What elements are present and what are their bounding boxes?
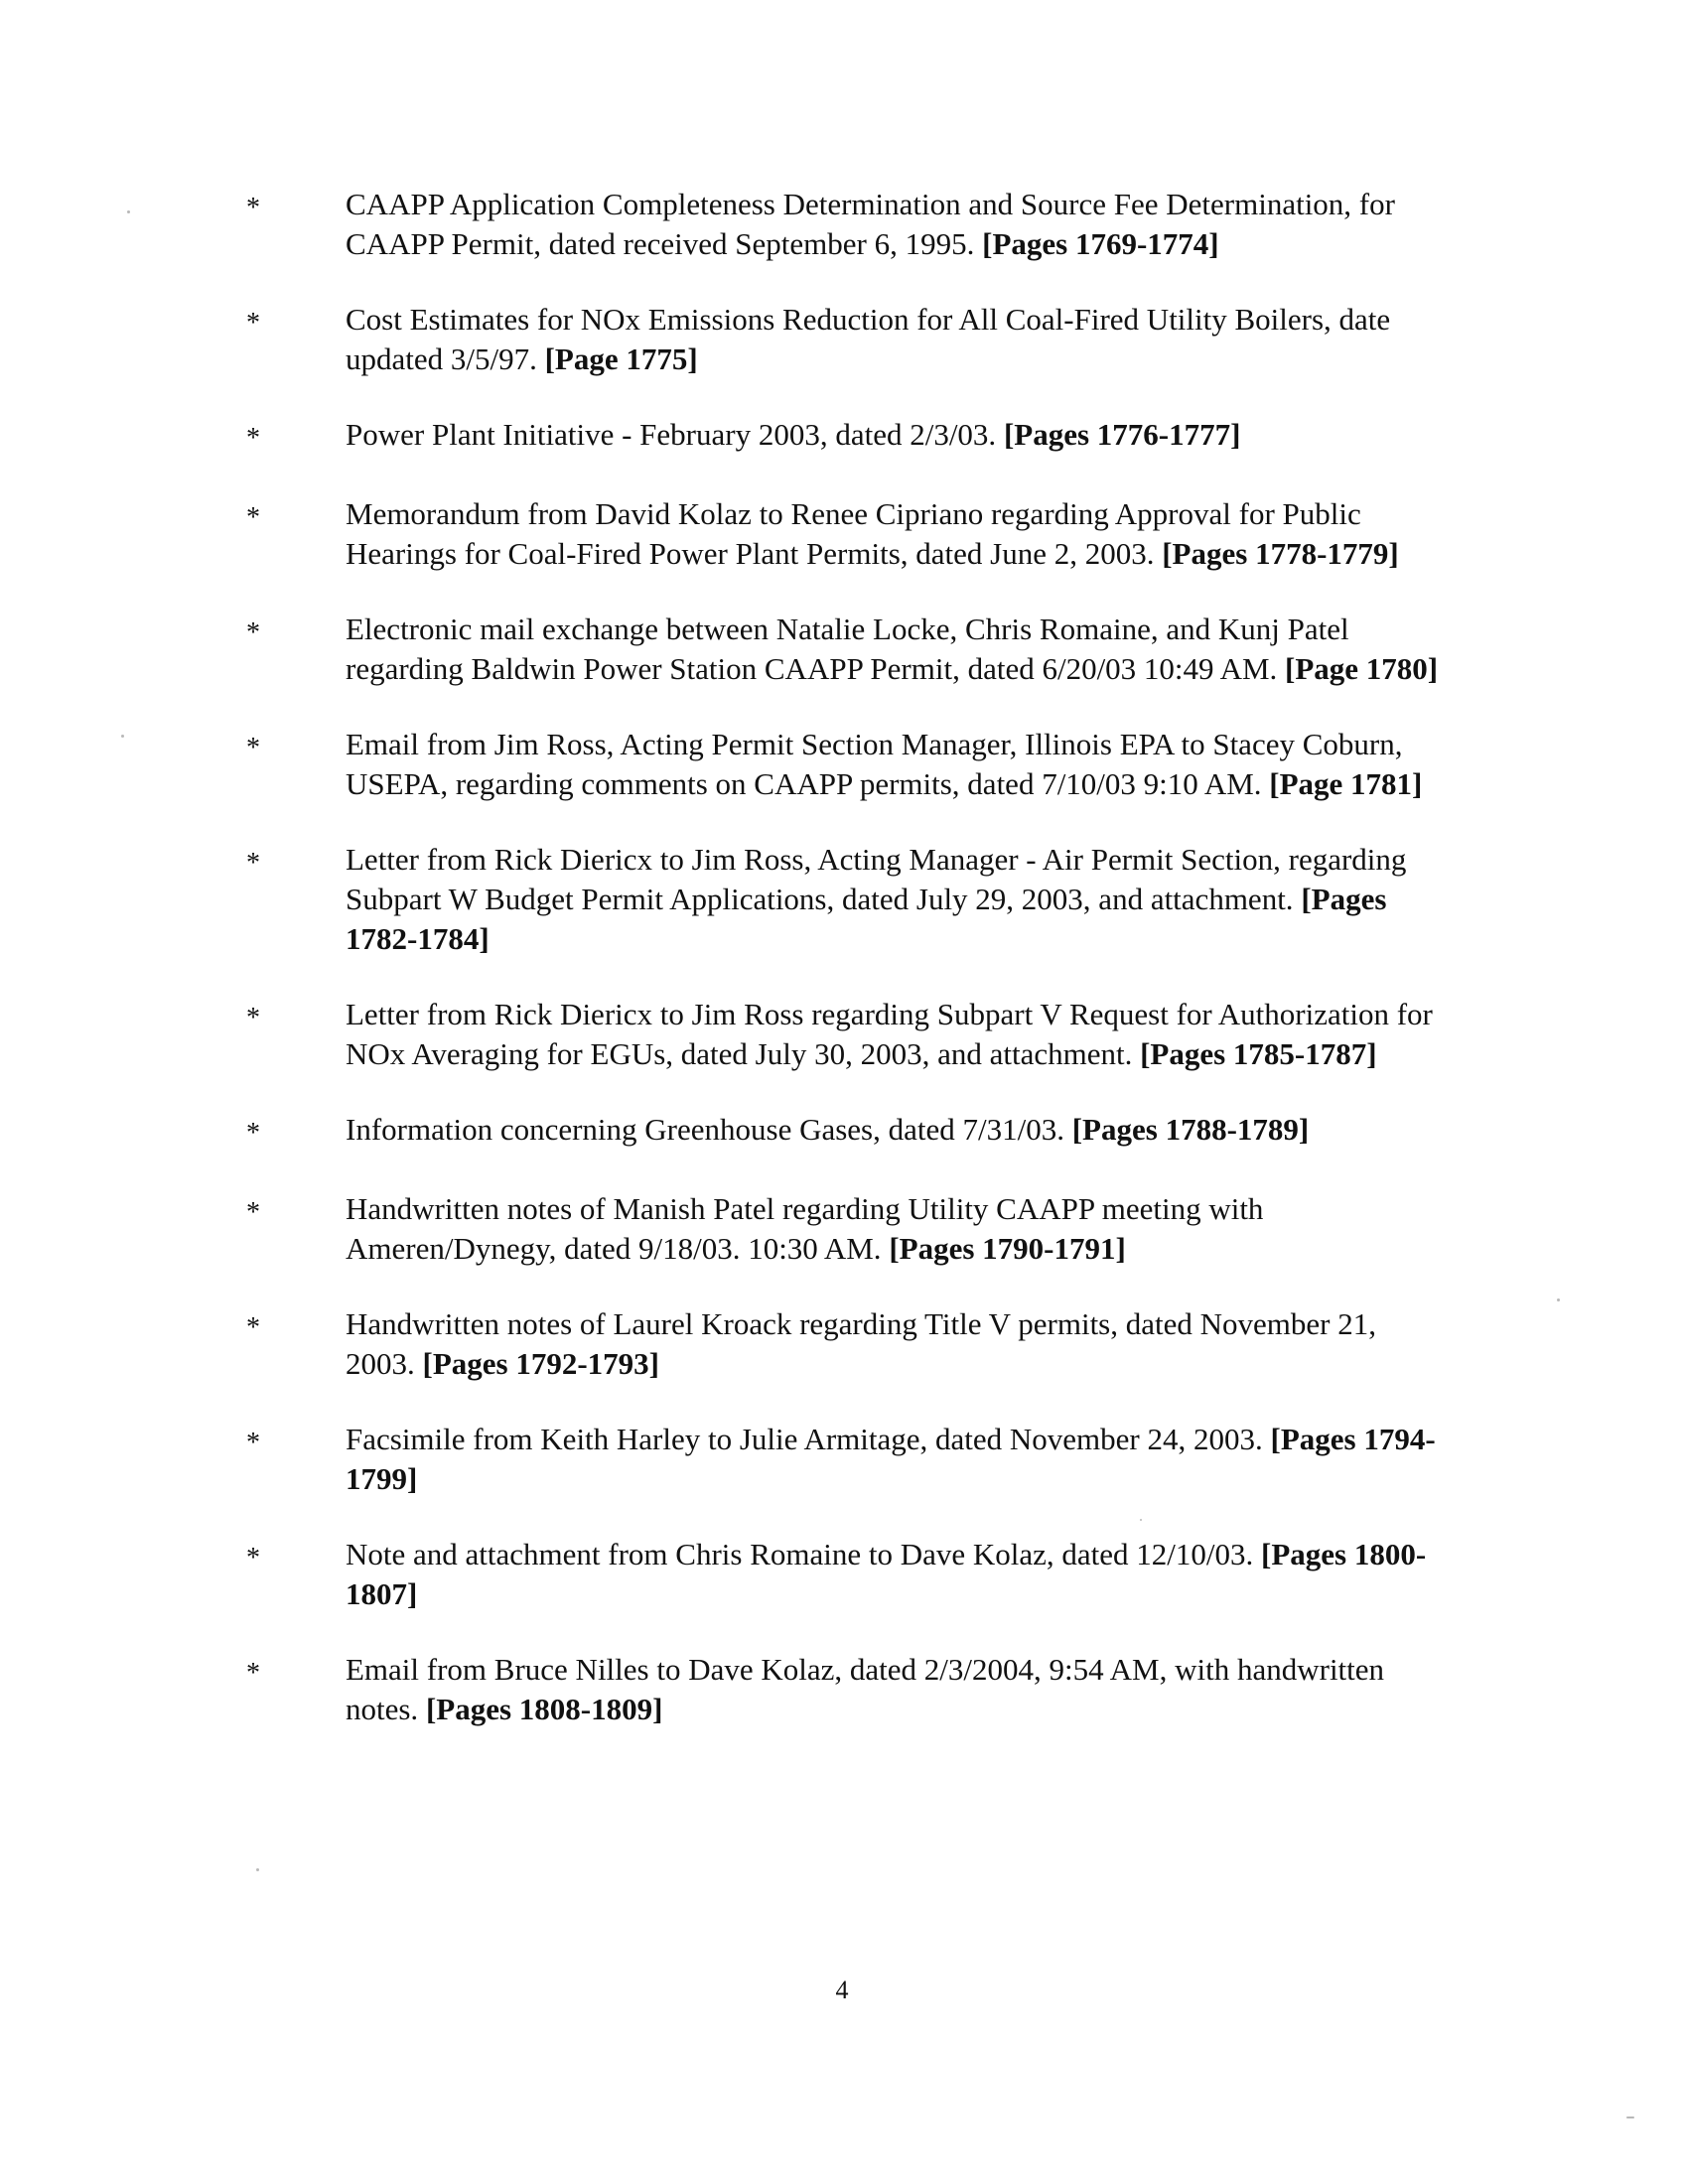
entry-text (346, 995, 1448, 1074)
entry-description: Electronic mail exchange between Natalie Locke, Chris Romaine, and Kunj Patel regarding Baldwin Power Station CAAPP Permit, dated 6/20/03 10:49 AM. (346, 612, 1349, 686)
entry-description: Letter from Rick Diericx to Jim Ross, Acting Manager - Air Permit Section, regarding Subpart W Budget Permit Applications, dated July 29, 2003, and attachment. (346, 842, 1407, 916)
entry-page-reference: [Pages 1800-1807] (346, 1537, 1427, 1611)
entry-text (346, 415, 1448, 455)
entry-page-reference: [Page 1781] (1269, 766, 1423, 801)
entry-page-reference: [Pages 1790-1791] (889, 1231, 1126, 1266)
entry-description: Facsimile from Keith Harley to Julie Armitage, dated November 24, 2003. (346, 1422, 1271, 1456)
entry-page-reference: [Page 1775] (544, 341, 698, 376)
entry-page-reference: [Page 1780] (1285, 651, 1439, 686)
list-item (246, 1420, 1448, 1499)
bullet-asterisk: * (246, 193, 260, 223)
entry-text (346, 1535, 1448, 1614)
entry-text (346, 1304, 1448, 1384)
scan-speck (1626, 2116, 1634, 2118)
entry-description: Handwritten notes of Laurel Kroack regarding Title V permits, dated November 21, 2003. (346, 1306, 1376, 1381)
entry-text (346, 1650, 1448, 1729)
scan-speck (256, 1868, 259, 1871)
bullet-asterisk: * (246, 733, 260, 763)
list-item (246, 494, 1448, 574)
entry-text (346, 300, 1448, 379)
entry-page-reference: [Pages 1782-1784] (346, 882, 1387, 956)
entry-description: Letter from Rick Diericx to Jim Ross regarding Subpart V Request for Authorization for NOx Averaging for EGUs, dated July 30, 2003, and attachment. (346, 997, 1433, 1071)
entry-text (346, 185, 1448, 264)
entry-page-reference: [Pages 1785-1787] (1140, 1036, 1377, 1071)
bullet-asterisk: * (246, 1543, 260, 1573)
bullet-asterisk: * (246, 308, 260, 339)
entry-text (346, 1189, 1448, 1269)
bullet-asterisk: * (246, 502, 260, 533)
list-item (246, 1110, 1448, 1154)
entry-page-reference: [Pages 1808-1809] (425, 1692, 663, 1726)
list-item (246, 725, 1448, 804)
bullet-asterisk: * (246, 617, 260, 648)
list-item (246, 840, 1448, 959)
bullet-asterisk: * (246, 1197, 260, 1228)
bullet-asterisk: * (246, 1003, 260, 1033)
entry-page-reference: [Pages 1788-1789] (1071, 1112, 1310, 1147)
entry-description: Information concerning Greenhouse Gases, dated 7/31/03. (346, 1112, 1072, 1147)
list-item (246, 415, 1448, 459)
bullet-asterisk: * (246, 848, 260, 879)
entry-text (346, 725, 1448, 804)
entry-description: Note and attachment from Chris Romaine to Dave Kolaz, dated 12/10/03. (346, 1537, 1262, 1571)
bullet-asterisk: * (246, 1428, 260, 1458)
entry-description: Email from Jim Ross, Acting Permit Section Manager, Illinois EPA to Stacey Coburn, USEPA, regarding comments on CAAPP permits, dated 7/10/03 9:10 AM. (346, 727, 1403, 801)
entry-description: Power Plant Initiative - February 2003, dated 2/3/03. (346, 417, 1004, 452)
scan-speck (121, 735, 124, 738)
entry-page-reference: [Pages 1778-1779] (1162, 536, 1399, 571)
entry-description: Memorandum from David Kolaz to Renee Cipriano regarding Approval for Public Hearings for Coal-Fired Power Plant Permits, dated June 2, 2003. (346, 496, 1361, 571)
scan-speck (127, 210, 130, 213)
list-item (246, 1304, 1448, 1384)
entry-page-reference: [Pages 1794-1799] (346, 1422, 1436, 1496)
entry-description: Handwritten notes of Manish Patel regarding Utility CAAPP meeting with Ameren/Dynegy, dated 9/18/03. 10:30 AM. (346, 1191, 1264, 1266)
entry-text (346, 1110, 1448, 1150)
bullet-asterisk: * (246, 1118, 260, 1149)
entry-description: Cost Estimates for NOx Emissions Reduction for All Coal-Fired Utility Boilers, date updated 3/5/97. (346, 302, 1391, 376)
page-number: 4 (835, 1976, 849, 2004)
list-item (246, 610, 1448, 689)
entry-description: Email from Bruce Nilles to Dave Kolaz, dated 2/3/2004, 9:54 AM, with handwritten notes. (346, 1652, 1385, 1726)
list-item (246, 1189, 1448, 1269)
bullet-asterisk: * (246, 1312, 260, 1343)
list-item (246, 1650, 1448, 1729)
entry-text (346, 494, 1448, 574)
entry-page-reference: [Pages 1769-1774] (982, 226, 1219, 261)
entry-text (346, 840, 1448, 959)
list-item (246, 1535, 1448, 1614)
bullet-asterisk: * (246, 1658, 260, 1689)
list-item (246, 995, 1448, 1074)
entry-page-reference: [Pages 1792-1793] (422, 1346, 659, 1381)
entry-page-reference: [Pages 1776-1777] (1003, 417, 1241, 452)
entry-description: CAAPP Application Completeness Determination and Source Fee Determination, for CAAPP Permit, dated received September 6, 1995. (346, 187, 1395, 261)
entry-text (346, 1420, 1448, 1499)
entry-text (346, 610, 1448, 689)
document-entry-list (246, 185, 1448, 1765)
scan-speck (1557, 1298, 1560, 1301)
list-item (246, 185, 1448, 264)
list-item (246, 300, 1448, 379)
bullet-asterisk: * (246, 423, 260, 454)
